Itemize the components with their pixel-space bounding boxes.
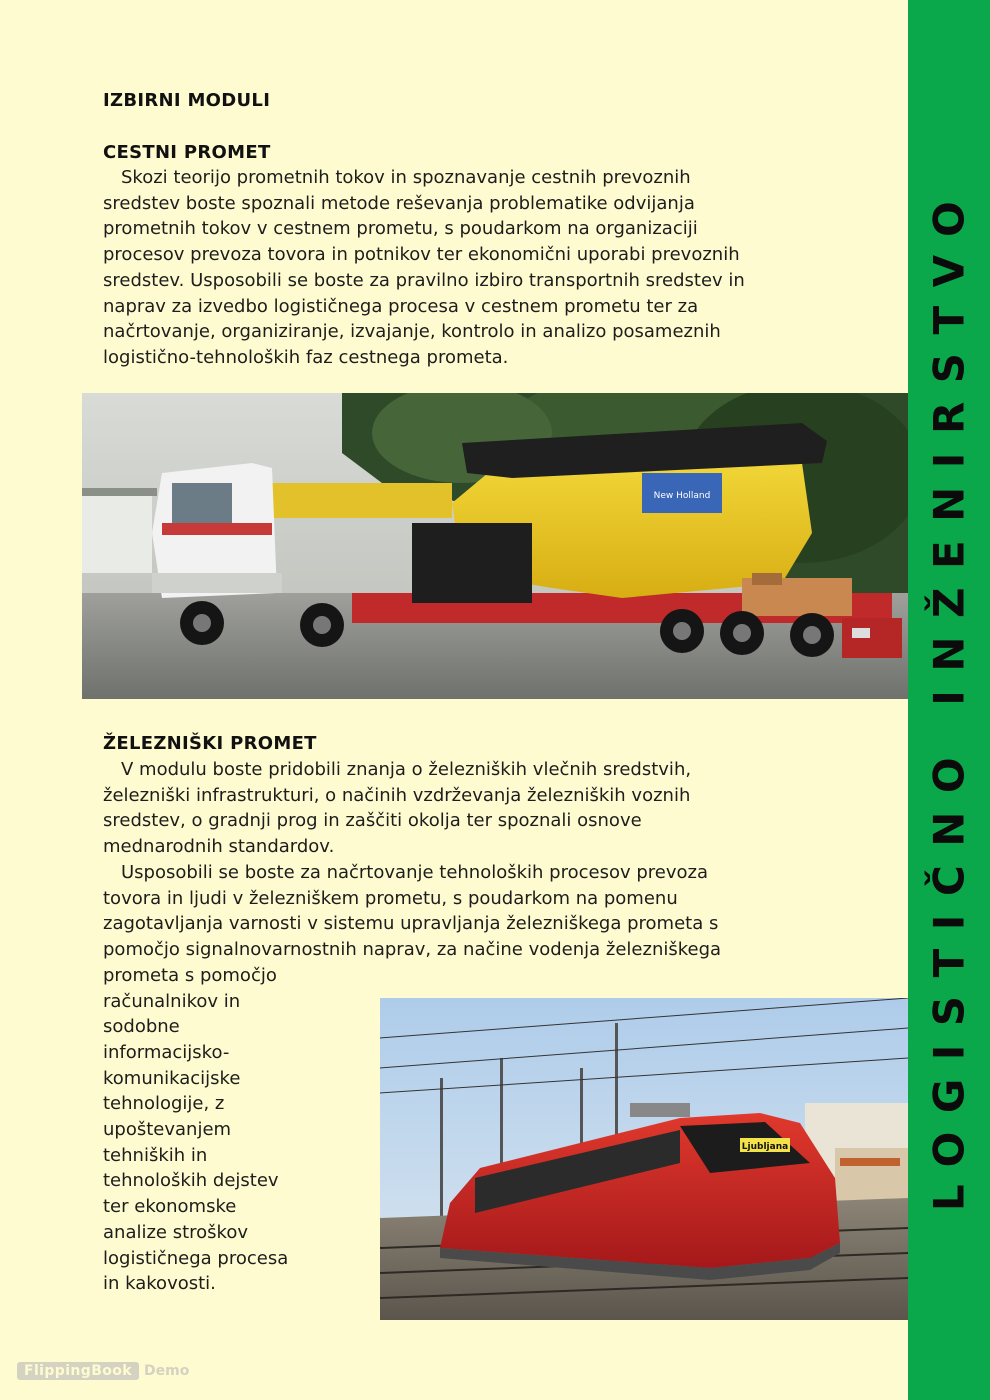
- section-heading: IZBIRNI MODULI: [103, 90, 271, 111]
- text-line: komunikacijske: [103, 1067, 241, 1089]
- text-line: naprav za izvedbo logističnega procesa v cestnem prometu ter za: [103, 295, 699, 317]
- watermark-brand: FlippingBook: [17, 1362, 139, 1380]
- text-line: pomočjo signalnovarnostnih naprav, za načine vodenja železniškega: [103, 939, 722, 961]
- text-line: načrtovanje, organiziranje, izvajanje, kontrolo in analizo posameznih: [103, 321, 721, 343]
- train-photo: [380, 998, 908, 1320]
- watermark-label: Demo: [144, 1362, 190, 1379]
- text-line: tovora in ljudi v železniškem prometu, s poudarkom na pomenu: [103, 887, 678, 909]
- rail-paragraph-1: [103, 757, 691, 860]
- text-line: V modulu boste pridobili znanja o železniških vlečnih sredstvih,: [121, 759, 692, 780]
- text-line: sredstev. Usposobili se boste za pravilno izbiro transportnih sredstev in: [103, 269, 745, 291]
- text-line: informacijsko-: [103, 1041, 230, 1063]
- text-line: sodobne: [103, 1016, 180, 1038]
- road-paragraph: [103, 165, 745, 371]
- text-line: logistično-tehnoloških faz cestnega prometa.: [103, 346, 509, 368]
- text-line: sredstev boste spoznali metode reševanja problematike odvijanja: [103, 192, 695, 214]
- road-heading: CESTNI PROMET: [103, 142, 271, 163]
- text-line: logističnega procesa: [103, 1247, 289, 1269]
- text-line: analize stroškov: [103, 1221, 248, 1243]
- watermark: [17, 1360, 189, 1381]
- text-line: železniški infrastrukturi, o načinih vzdrževanja železniških voznih: [103, 784, 691, 806]
- sidebar-title: LOGISTIČNO INŽENIRSTVO: [924, 182, 974, 1212]
- text-line: mednarodnih standardov.: [103, 836, 335, 858]
- text-line: Skozi teorijo prometnih tokov in spoznavanje cestnih prevoznih: [121, 167, 691, 188]
- text-line: zagotavljanja varnosti v sistemu upravljanja železniškega prometa s: [103, 913, 719, 935]
- text-line: tehnoloških dejstev: [103, 1170, 279, 1192]
- text-line: računalnikov in: [103, 990, 241, 1012]
- text-line: upoštevanjem: [103, 1119, 232, 1141]
- text-line: tehnologije, z: [103, 1093, 225, 1115]
- text-line: tehniških in: [103, 1144, 208, 1166]
- text-line: prometa s pomočjo: [103, 964, 277, 986]
- text-line: procesov prevoza tovora in potnikov ter ekonomični uporabi prevoznih: [103, 244, 740, 266]
- truck-photo: [82, 393, 908, 699]
- train-destination-text: Ljubljana: [741, 1142, 789, 1152]
- text-line: prometnih tokov v cestnem prometu, s poudarkom na organizaciji: [103, 218, 698, 240]
- text-line: Usposobili se boste za načrtovanje tehnoloških procesov prevoza: [121, 862, 709, 883]
- text-line: sredstev, o gradnji prog in zaščiti okolja ter spoznali osnove: [103, 810, 642, 832]
- text-line: in kakovosti.: [103, 1273, 216, 1295]
- truck-sign-text: New Holland: [653, 491, 711, 501]
- text-line: ter ekonomske: [103, 1196, 237, 1218]
- rail-heading: ŽELEZNIŠKI PROMET: [103, 733, 317, 754]
